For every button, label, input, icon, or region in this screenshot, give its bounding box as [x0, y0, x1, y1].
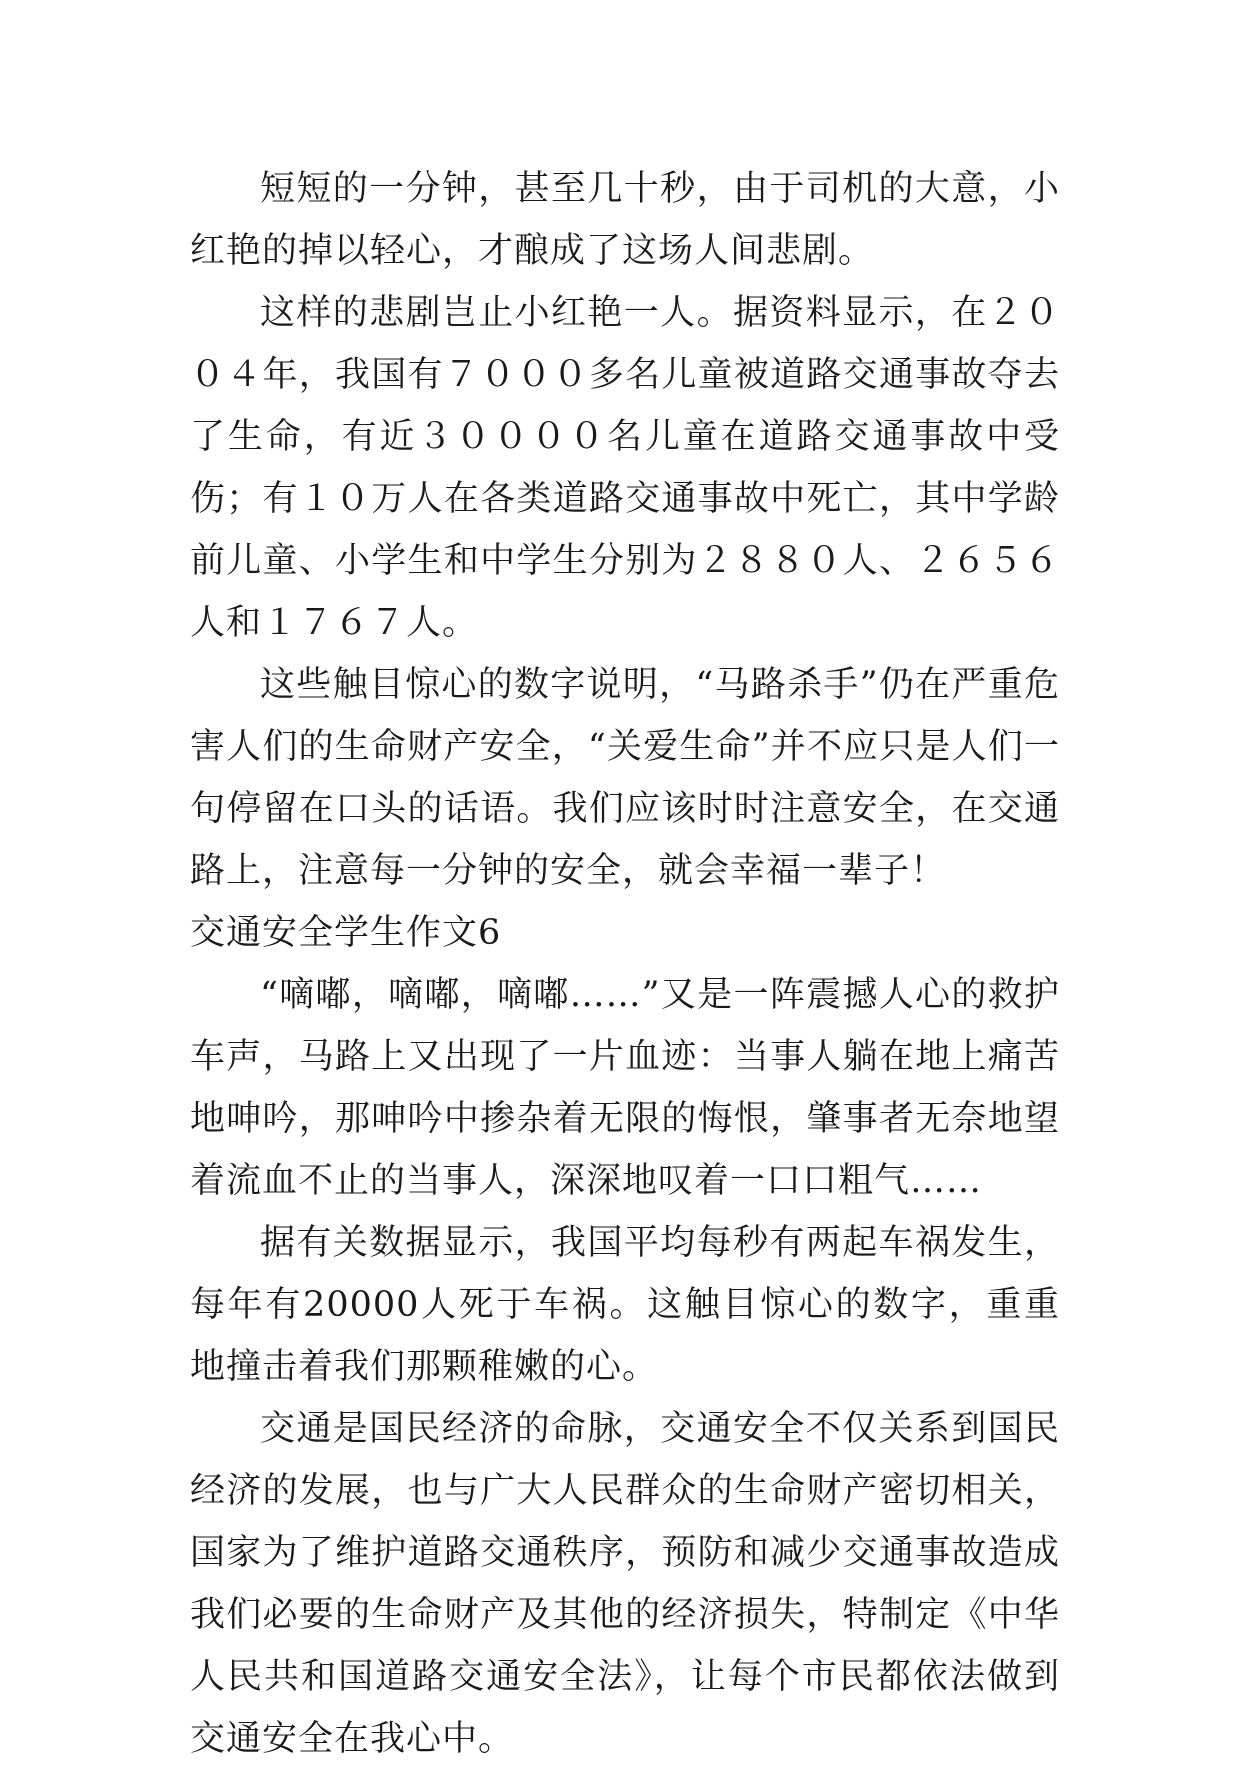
paragraph: 短短的一分钟，甚至几十秒，由于司机的大意，小红艳的掉以轻心，才酿成了这场人间悲剧。 [190, 169, 1060, 271]
paragraph: 交通是国民经济的命脉，交通安全不仅关系到国民经济的发展，也与广大人民群众的生命财产密切相关，国家为了维护道路交通秩序，预防和减少交通事故造成我们必要的生命财产及其他的经济损失，特制定《中华人民共和国道路交通安全法》，让每个市民都依法做到交通安全在我心中。 [190, 1409, 1060, 1759]
paragraph: 这些触目惊心的数字说明，“马路杀手”仍在严重危害人们的生命财产安全，“关爱生命”并不应只是人们一句停留在口头的话语。我们应该时时注意安全，在交通路上，注意每一分钟的安全，就会幸福一辈子！ [190, 665, 1060, 891]
paragraph: 这样的悲剧岂止小红艳一人。据资料显示，在２００４年，我国有７０００多名儿童被道路交通事故夺去了生命，有近３００００名儿童在道路交通事故中受伤；有１０万人在各类道路交通事故中死亡，其中学龄前儿童、小学生和中学生分别为２８８０人、２６５６人和１７６７人。 [190, 293, 1060, 643]
paragraph: 据有关数据显示，我国平均每秒有两起车祸发生，每年有20000人死于车祸。这触目惊心的数字，重重地撞击着我们那颗稚嫩的心。 [190, 1223, 1060, 1387]
paragraph: “嘀嘟，嘀嘟，嘀嘟……”又是一阵震撼人心的救护车声，马路上又出现了一片血迹：当事人躺在地上痛苦地呻吟，那呻吟中掺杂着无限的悔恨，肇事者无奈地望着流血不止的当事人，深深地叹着一口口粗气…… [190, 975, 1060, 1201]
document-body [190, 158, 1060, 1770]
section-heading: 交通安全学生作文6 [190, 913, 502, 953]
